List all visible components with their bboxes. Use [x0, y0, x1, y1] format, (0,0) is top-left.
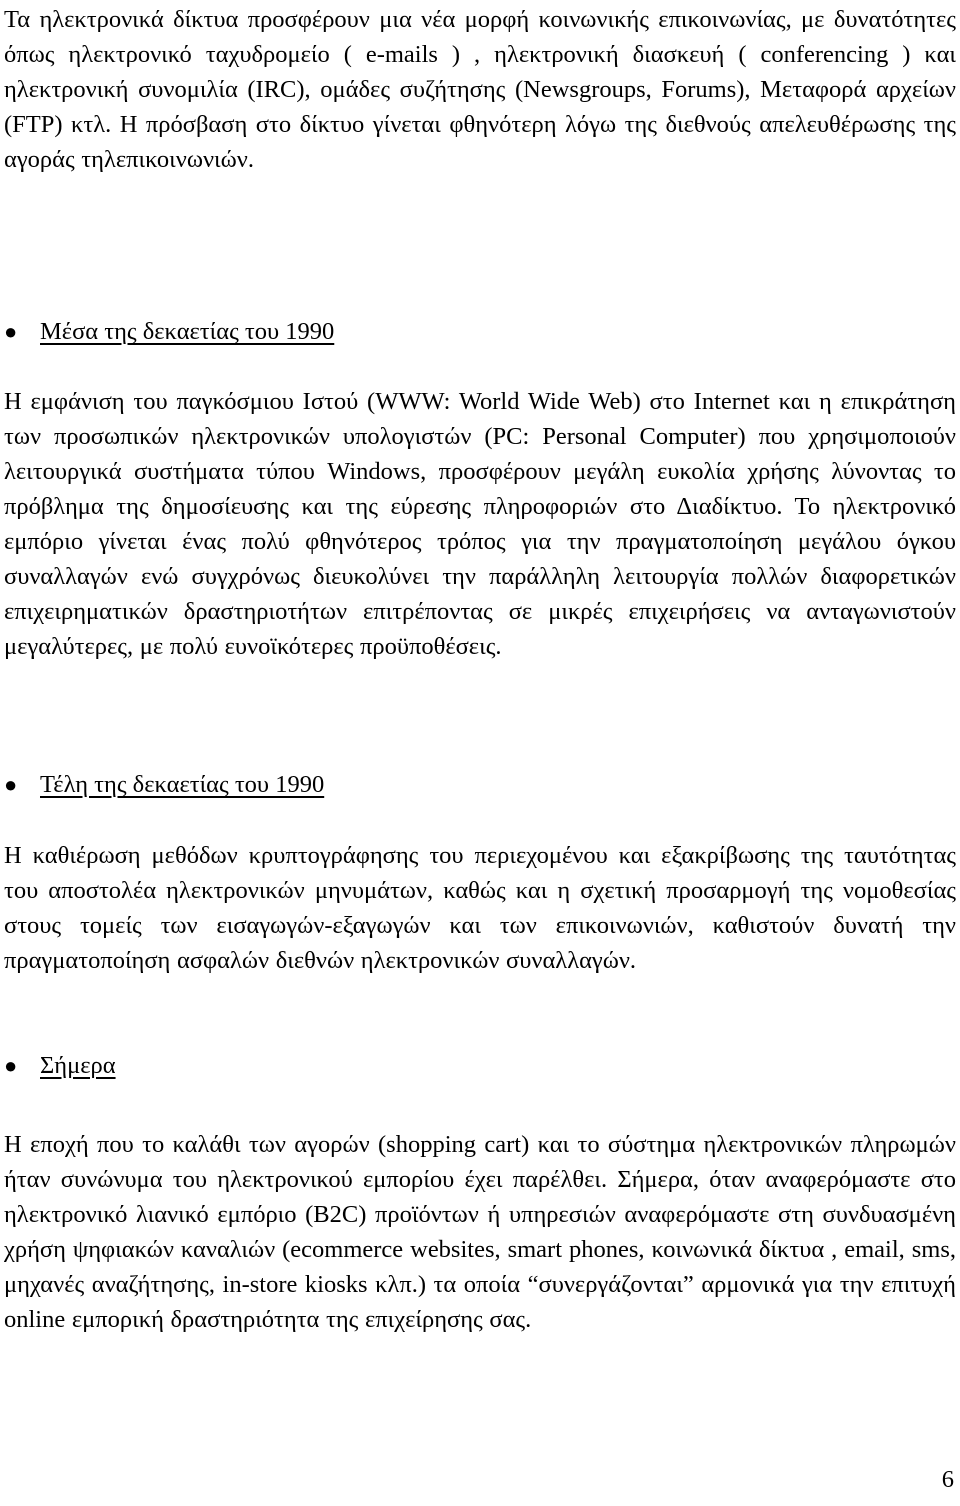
bullet-icon: ●	[4, 319, 18, 344]
bullet-icon: ●	[4, 772, 18, 797]
section-body-late-1990s: Η καθιέρωση μεθόδων κρυπτογράφησης του περιεχομένου και εξακρίβωσης της ταυτότητας του αποστολέα ηλεκτρονικών μηνυμάτων, καθώς και η σχετική προσαρμογή της νομοθεσίας στους τομείς των εισαγωγών-εξαγωγών και των επικοινωνιών, καθιστούν δυνατή την πραγματοποίηση ασφαλών διεθνών ηλεκτρονικών συναλλαγών.	[4, 842, 956, 974]
page-number: 6	[941, 1466, 954, 1493]
section-body-today: Η εποχή που το καλάθι των αγορών (shopping cart) και το σύστημα ηλεκτρονικών πληρωμών ήταν συνώνυμα του ηλεκτρονικού εμπορίου έχει παρέλθει. Σήμερα, όταν αναφερόμαστε στο ηλεκτρονικό λιανικό εμπόριο (B2C) προϊόντων ή υπηρεσιών αναφερόμαστε στη συνδυασμένη χρήση ψηφιακών καναλιών (ecommerce websites, smart phones, κοινωνικά δίκτυα , email, sms, μηχανές αναζήτησης, in-store kiosks κλπ.) τα οποία “συνεργάζονται” αρμονικά για την επιτυχή online εμπορική δραστηριότητα της επιχείρησης σας.	[4, 1131, 956, 1333]
intro-paragraph: Τα ηλεκτρονικά δίκτυα προσφέρουν μια νέα μορφή κοινωνικής επικοινωνίας, με δυνατότητες όπως ηλεκτρονικό ταχυδρομείο ( e-mails ) , ηλεκτρονική διασκευή ( conferencing ) και ηλεκτρονική συνομιλία (IRC), ομάδες συζήτησης (Newsgroups, Forums), Μεταφορά αρχείων (FTP) κτλ. Η πρόσβαση στο δίκτυο γίνεται φθηνότερη λόγω της διεθνούς απελευθέρωσης της αγοράς τηλεπικοινωνιών.	[4, 6, 956, 173]
section-heading-today	[4, 1048, 704, 1083]
heading-text: Τέλη της δεκαετίας του 1990	[40, 771, 325, 798]
section-heading-late-1990s	[4, 767, 704, 802]
heading-text: Μέσα της δεκαετίας του 1990	[40, 318, 335, 345]
section-heading-mid-1990s	[4, 314, 704, 349]
section-body-mid-1990s: Η εμφάνιση του παγκόσμιου Ιστού (WWW: World Wide Web) στο Internet και η επικράτηση των προσωπικών ηλεκτρονικών υπολογιστών (PC: Personal Computer) που χρησιμοποιούν λειτουργικά συστήματα τύπου Windows, προσφέρουν μεγάλη ευκολία χρήσης λύνοντας το πρόβλημα της δημοσίευσης και της εύρεσης πληροφοριών στο Διαδίκτυο. Το ηλεκτρονικό εμπόριο γίνεται ένας πολύ φθηνότερος τρόπος για την πραγματοποίηση μεγάλου όγκου συναλλαγών ενώ συγχρόνως διευκολύνει την παράλληλη λειτουργία πολλών διαφορετικών επιχειρηματικών δραστηριοτήτων επιτρέποντας σε μικρές επιχειρήσεις να ανταγωνιστούν μεγαλύτερες, με πολύ ευνοϊκότερες προϋποθέσεις.	[4, 388, 956, 660]
bullet-icon: ●	[4, 1053, 18, 1078]
heading-text: Σήμερα	[40, 1052, 116, 1079]
